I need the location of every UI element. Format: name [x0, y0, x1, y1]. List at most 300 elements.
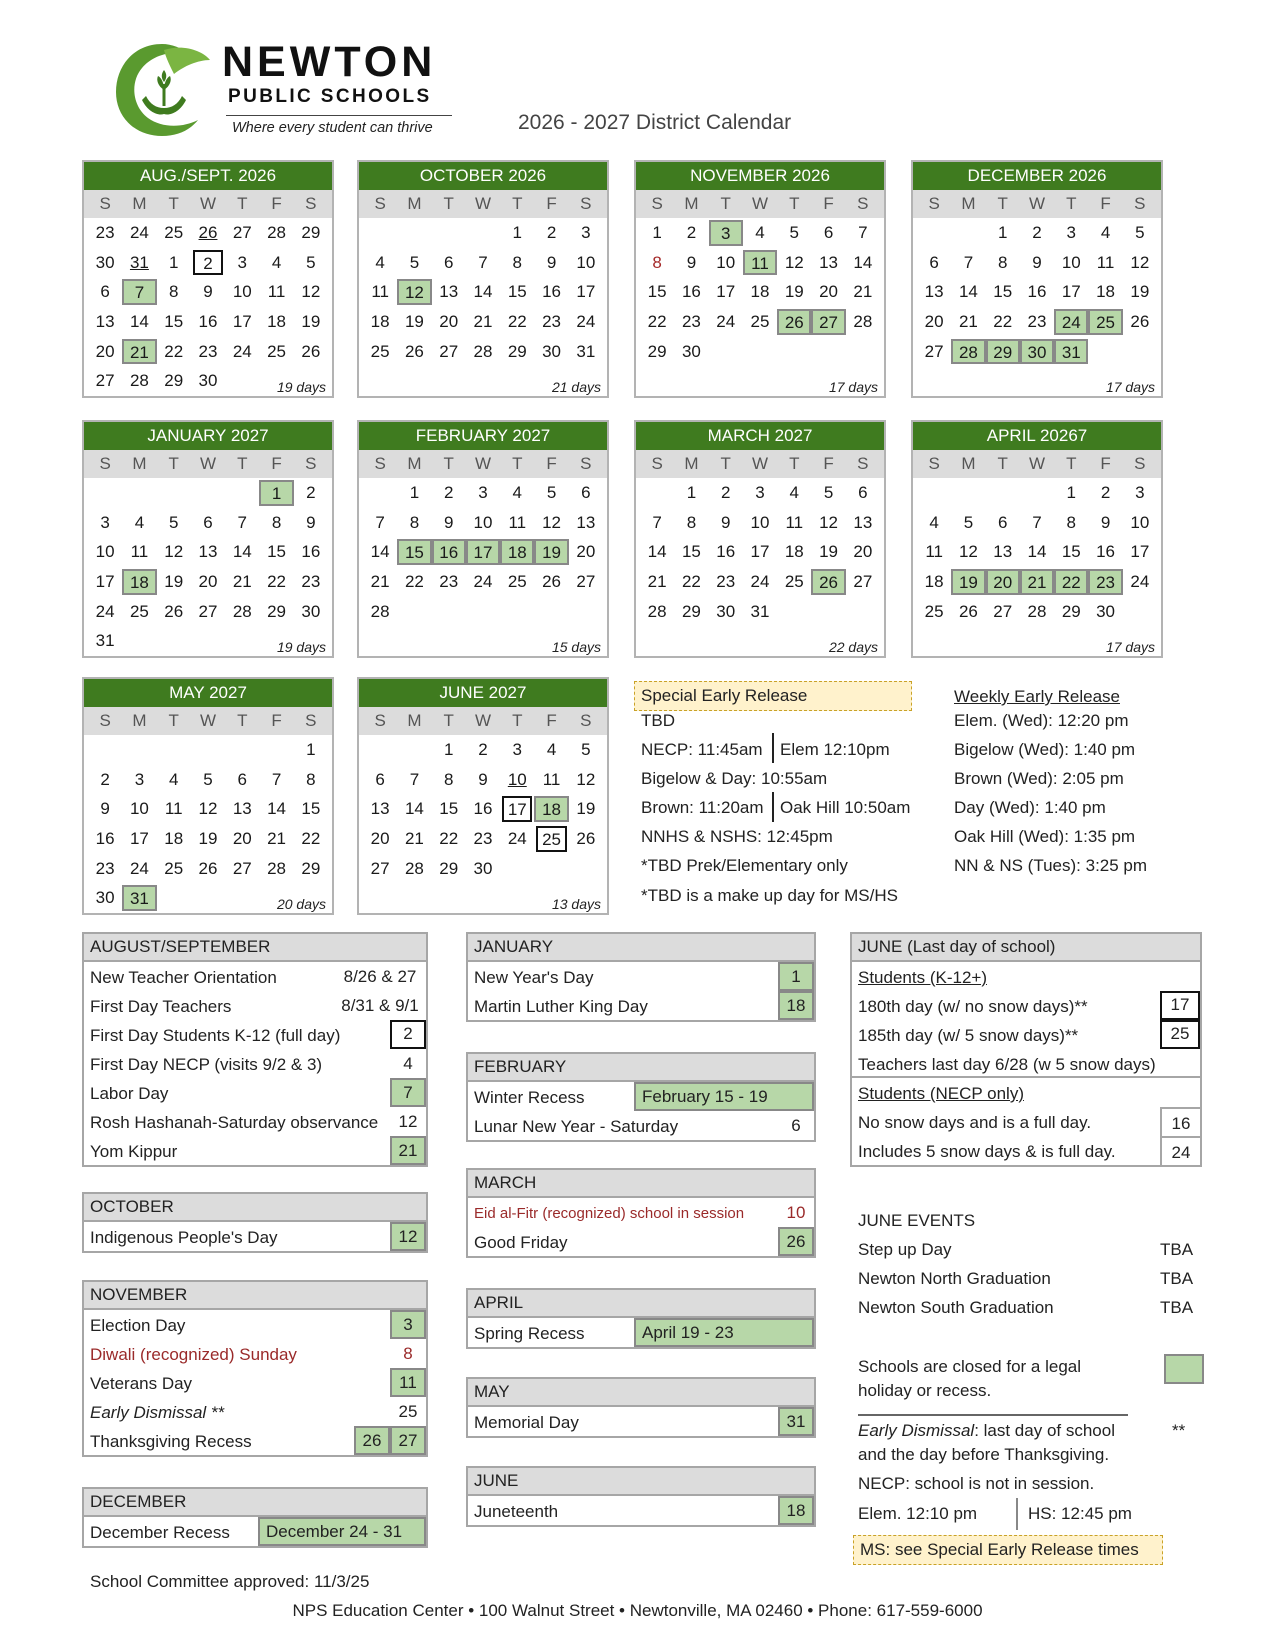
day-cell: 31 — [95, 631, 115, 651]
day-cell: 17 — [1130, 542, 1150, 562]
day-cell: 24 — [1054, 309, 1088, 335]
weekday-label: S — [580, 454, 592, 473]
day-cell: 20 — [439, 312, 459, 332]
day-cell: 4 — [271, 252, 282, 272]
month-calendar — [911, 160, 1163, 398]
day-cell: 31 — [750, 601, 770, 621]
empty-cell — [917, 218, 951, 248]
day-cell: 14 — [1027, 542, 1047, 562]
day-cell: 31 — [1054, 339, 1088, 365]
weekday-label: F — [271, 194, 282, 213]
empty-cell — [122, 478, 156, 508]
event-date: 2 — [390, 1020, 426, 1049]
day-cell: 19 — [819, 542, 839, 562]
weekday-header — [636, 190, 884, 218]
day-cell: 1 — [997, 223, 1008, 242]
day-cell: 1 — [409, 483, 420, 502]
newton-logo-icon — [112, 40, 212, 140]
day-cell: 2 — [1100, 483, 1111, 502]
table-title: JUNE (Last day of school) — [850, 932, 1202, 962]
weekday-label: T — [443, 194, 454, 213]
day-cell: 20 — [95, 341, 115, 361]
event-label: Lunar New Year - Saturday — [474, 1117, 679, 1136]
day-cell: 22 — [647, 312, 667, 332]
weekday-header — [359, 450, 607, 478]
day-cell: 16 — [542, 282, 562, 302]
day-grid — [84, 478, 332, 656]
day-cell: 19 — [164, 572, 184, 592]
day-cell: 21 — [232, 572, 252, 592]
weekday-label: S — [374, 194, 386, 213]
event-label: 180th day (w/ no snow days)** — [858, 997, 1088, 1016]
day-cell: 12 — [198, 799, 218, 819]
day-cell: 16 — [1027, 282, 1047, 302]
event-date: 17 — [1160, 991, 1200, 1020]
april-events-table — [466, 1288, 816, 1349]
school-days-count: 17 days — [1105, 639, 1155, 655]
june-event-label: Newton North Graduation — [858, 1269, 1051, 1288]
weekday-label: S — [374, 711, 386, 730]
event-row — [852, 1136, 1200, 1165]
weekday-label: T — [512, 454, 523, 473]
day-cell: 25 — [1088, 309, 1122, 335]
event-label: Includes 5 snow days & is full day. — [858, 1142, 1116, 1161]
weekday-label: T — [512, 194, 523, 213]
month-calendar — [911, 420, 1163, 658]
month-title: JUNE 2027 — [359, 679, 607, 707]
empty-cell — [397, 735, 431, 765]
event-date: December 24 - 31 — [258, 1517, 426, 1546]
day-cell: 1 — [1066, 483, 1077, 502]
table-title: JUNE — [466, 1466, 816, 1496]
june-event-label: Newton South Graduation — [858, 1298, 1054, 1317]
ser-line: Bigelow & Day: 10:55am — [641, 769, 828, 788]
weekday-label: M — [132, 454, 147, 473]
june-events-table — [466, 1466, 816, 1527]
day-cell: 1 — [443, 740, 454, 759]
day-cell: 18 — [164, 829, 184, 849]
day-cell: 27 — [811, 309, 845, 335]
weekday-label: S — [1134, 194, 1146, 213]
day-cell: 12 — [164, 542, 184, 562]
month-calendar — [82, 677, 334, 915]
day-cell: 11 — [925, 542, 943, 562]
weekday-label: S — [857, 454, 869, 473]
day-cell: 17 — [466, 539, 500, 565]
legend-necp-note: NECP: school is not in session. — [858, 1474, 1095, 1493]
weekday-label: T — [168, 711, 179, 730]
empty-cell — [225, 478, 259, 508]
legend-early-dismissal — [858, 1421, 1115, 1441]
day-cell: 28 — [232, 601, 252, 621]
day-cell: 13 — [439, 282, 459, 302]
day-cell: 23 — [542, 312, 562, 332]
event-row — [468, 1407, 814, 1436]
day-cell: 25 — [164, 223, 184, 242]
day-cell: 8 — [1066, 512, 1077, 532]
weekday-label: W — [199, 711, 217, 730]
day-cell: 27 — [232, 858, 252, 878]
empty-cell — [157, 735, 191, 765]
day-cell: 11 — [267, 282, 286, 302]
day-cell: 13 — [576, 512, 596, 532]
weekday-label: T — [512, 711, 523, 730]
event-date: 18 — [778, 1496, 814, 1525]
empty-cell — [191, 478, 225, 508]
day-cell: 31 — [122, 885, 156, 911]
may-events-table — [466, 1377, 816, 1438]
table-title: AUGUST/SEPTEMBER — [82, 932, 428, 962]
day-cell: 25 — [129, 601, 149, 621]
event-date: 18 — [778, 991, 814, 1020]
day-cell: 6 — [443, 252, 454, 272]
day-cell: 6 — [375, 769, 385, 789]
day-cell: 28 — [129, 371, 149, 391]
day-cell: 27 — [439, 341, 459, 361]
event-date: 1 — [778, 962, 814, 991]
day-cell: 20 — [370, 829, 390, 849]
day-cell: 22 — [164, 341, 184, 361]
weekday-header — [636, 450, 884, 478]
school-days-count: 17 days — [1105, 379, 1155, 395]
weekday-label: T — [1066, 454, 1077, 473]
event-label: Students (K-12+) — [858, 968, 987, 987]
event-date: 8 — [403, 1344, 413, 1363]
day-cell: 8 — [652, 252, 662, 272]
weekday-label: W — [751, 454, 769, 473]
empty-cell — [191, 735, 225, 765]
weekday-label: M — [407, 454, 422, 473]
day-cell: 16 — [681, 282, 701, 302]
table-title: OCTOBER — [82, 1192, 428, 1222]
weekday-label: S — [99, 454, 111, 473]
day-cell: 20 — [198, 572, 218, 592]
day-cell: 31 — [129, 252, 149, 272]
day-cell: 5 — [789, 223, 800, 242]
month-title: FEBRUARY 2027 — [359, 422, 607, 450]
event-label: Spring Recess — [474, 1324, 585, 1343]
day-cell: 15 — [301, 799, 321, 819]
day-cell: 17 — [750, 542, 770, 562]
month-calendar — [357, 160, 609, 398]
day-cell: 31 — [576, 341, 596, 361]
day-cell: 18 — [750, 282, 770, 302]
month-title: DECEMBER 2026 — [913, 162, 1161, 190]
day-cell: 23 — [95, 858, 115, 878]
event-row — [84, 1426, 426, 1455]
weekday-label: S — [305, 454, 317, 473]
empty-cell — [363, 478, 397, 508]
day-cell: 4 — [546, 740, 557, 759]
day-cell: 3 — [1066, 223, 1077, 242]
event-date: 31 — [778, 1407, 814, 1436]
ser-divider — [772, 733, 774, 763]
empty-cell — [432, 218, 466, 248]
weekday-label: F — [1100, 194, 1111, 213]
day-cell: 17 — [1061, 282, 1081, 302]
event-label: Diwali (recognized) Sunday — [90, 1345, 297, 1364]
event-label: Winter Recess — [474, 1088, 585, 1107]
day-cell: 15 — [164, 312, 184, 332]
day-cell: 21 — [473, 312, 493, 332]
day-cell: 23 — [198, 341, 218, 361]
day-cell: 19 — [301, 312, 321, 332]
day-cell: 7 — [375, 512, 385, 532]
org-name: NEWTON — [222, 38, 437, 86]
day-cell: 1 — [306, 740, 316, 759]
weekday-label: S — [928, 454, 940, 473]
day-cell: 5 — [823, 483, 834, 502]
event-label: Martin Luther King Day — [474, 997, 648, 1016]
day-cell: 7 — [478, 252, 488, 272]
day-cell: 17 — [502, 796, 532, 822]
day-cell: 13 — [95, 312, 115, 332]
event-label: Election Day — [90, 1316, 186, 1335]
day-cell: 14 — [404, 799, 424, 819]
legend-divider — [1016, 1498, 1018, 1530]
day-cell: 25 — [164, 858, 184, 878]
day-cell: 27 — [576, 572, 596, 592]
weekday-label: S — [651, 194, 663, 213]
day-cell: 7 — [1032, 512, 1042, 532]
october-events-table — [82, 1192, 428, 1253]
day-cell: 3 — [100, 512, 110, 532]
day-cell: 14 — [129, 312, 149, 332]
event-row — [468, 962, 814, 991]
day-cell: 24 — [95, 601, 115, 621]
wer-line: NN & NS (Tues): 3:25 pm — [954, 856, 1148, 875]
event-label: Early Dismissal ** — [90, 1403, 225, 1422]
event-label: Veterans Day — [90, 1374, 193, 1393]
legend-stars: ** — [1172, 1421, 1186, 1440]
day-cell: 30 — [542, 341, 562, 361]
weekday-label: S — [99, 194, 111, 213]
weekday-label: T — [168, 194, 179, 213]
day-cell: 28 — [370, 601, 390, 621]
event-label: New Year's Day — [474, 968, 594, 987]
december-events-table — [82, 1487, 428, 1548]
day-cell: 29 — [1061, 601, 1081, 621]
day-cell: 27 — [95, 371, 115, 391]
event-date: 26 — [778, 1227, 814, 1256]
weekday-label: W — [474, 454, 492, 473]
event-label: Teachers last day 6/28 (w 5 snow days) — [858, 1055, 1156, 1074]
day-cell: 21 — [122, 339, 156, 365]
day-cell: 20 — [924, 312, 944, 332]
day-cell: 13 — [370, 799, 390, 819]
event-date: 25 — [398, 1402, 418, 1421]
day-cell: 14 — [853, 252, 873, 272]
org-tagline: Where every student can thrive — [232, 120, 433, 136]
weekday-label: M — [132, 194, 147, 213]
weekday-label: M — [684, 194, 699, 213]
event-date: 27 — [390, 1426, 426, 1455]
day-cell: 27 — [853, 572, 873, 592]
day-cell: 26 — [164, 601, 184, 621]
ser-line: Brown: 11:20am — [641, 798, 764, 817]
event-label: First Day NECP (visits 9/2 & 3) — [90, 1055, 323, 1074]
weekday-label: W — [474, 711, 492, 730]
day-cell: 12 — [542, 512, 562, 532]
day-cell: 8 — [168, 282, 179, 302]
weekday-label: S — [305, 711, 317, 730]
day-cell: 23 — [301, 572, 321, 592]
day-cell: 9 — [720, 512, 731, 532]
ser-line: Oak Hill 10:50am — [780, 798, 911, 817]
month-calendar — [82, 420, 334, 658]
legend-holiday-swatch — [1164, 1354, 1204, 1384]
day-cell: 19 — [951, 569, 985, 595]
day-cell: 22 — [993, 312, 1013, 332]
event-row — [468, 1111, 814, 1140]
day-cell: 22 — [1054, 569, 1088, 595]
day-cell: 9 — [1100, 512, 1111, 532]
day-cell: 3 — [1135, 483, 1145, 502]
event-date: 25 — [1160, 1020, 1200, 1049]
event-date: 8/31 & 9/1 — [341, 996, 419, 1015]
day-cell: 29 — [439, 858, 459, 878]
weekday-label: F — [546, 454, 557, 473]
ser-line: Elem 12:10pm — [780, 740, 890, 759]
day-cell: 10 — [750, 512, 770, 532]
day-cell: 21 — [370, 572, 390, 592]
empty-cell — [363, 218, 397, 248]
day-cell: 29 — [301, 223, 321, 242]
event-date: 3 — [390, 1310, 426, 1339]
event-row — [84, 1078, 426, 1107]
day-cell: 5 — [546, 483, 557, 502]
weekday-label: W — [199, 194, 217, 213]
day-cell: 26 — [404, 341, 424, 361]
day-cell: 18 — [534, 796, 568, 822]
event-row — [84, 1397, 426, 1426]
wer-line: Day (Wed): 1:40 pm — [954, 798, 1106, 817]
day-cell: 17 — [576, 282, 596, 302]
weekday-label: T — [720, 454, 731, 473]
day-cell: 22 — [507, 312, 527, 332]
weekday-label: F — [823, 194, 834, 213]
empty-cell — [466, 218, 500, 248]
day-cell: 19 — [784, 282, 804, 302]
weekday-label: S — [580, 194, 592, 213]
day-cell: 12 — [784, 252, 804, 272]
weekly-early-release-title: Weekly Early Release — [954, 687, 1120, 706]
day-cell: 8 — [409, 512, 420, 532]
day-cell: 3 — [478, 483, 488, 502]
early-dismissal-term: Early Dismissal — [858, 1421, 975, 1440]
event-row — [852, 1107, 1200, 1136]
month-title: APRIL 20267 — [913, 422, 1161, 450]
day-cell: 11 — [1096, 252, 1115, 272]
day-cell: 30 — [95, 888, 115, 908]
day-cell: 22 — [267, 572, 287, 592]
month-calendar — [82, 160, 334, 398]
empty-cell — [122, 735, 156, 765]
day-cell: 7 — [237, 512, 248, 532]
empty-cell — [397, 218, 431, 248]
day-cell: 9 — [100, 799, 110, 819]
day-grid — [359, 218, 607, 366]
day-cell: 6 — [203, 512, 213, 532]
day-cell: 25 — [267, 341, 287, 361]
early-dismissal-text: : last day of school — [974, 1421, 1115, 1440]
day-cell: 4 — [1100, 223, 1111, 242]
day-cell: 3 — [512, 740, 523, 759]
weekday-label: M — [132, 711, 147, 730]
day-cell: 17 — [95, 572, 115, 592]
event-label: Good Friday — [474, 1233, 568, 1252]
event-date: February 15 - 19 — [634, 1082, 814, 1111]
empty-cell — [1020, 478, 1054, 508]
weekday-label: F — [546, 711, 557, 730]
day-cell: 30 — [198, 371, 218, 391]
day-cell: 30 — [681, 341, 701, 361]
event-row — [84, 1517, 426, 1546]
day-cell: 18 — [1096, 282, 1116, 302]
day-cell: 14 — [232, 542, 252, 562]
day-cell: 5 — [168, 512, 179, 532]
day-cell: 2 — [686, 223, 697, 242]
event-row — [852, 962, 1200, 991]
weekday-label: M — [407, 711, 422, 730]
day-cell: 9 — [306, 512, 316, 532]
day-cell: 27 — [924, 341, 944, 361]
day-cell: 18 — [267, 312, 287, 332]
event-row — [468, 1318, 814, 1347]
day-cell: 22 — [301, 829, 321, 849]
day-cell: 17 — [129, 829, 149, 849]
day-cell: 9 — [1032, 252, 1042, 272]
day-cell: 14 — [647, 542, 667, 562]
event-date: 7 — [390, 1078, 426, 1107]
ser-line: TBD — [641, 711, 675, 730]
day-cell: 9 — [203, 282, 213, 302]
day-cell: 13 — [993, 542, 1013, 562]
day-cell: 19 — [1130, 282, 1150, 302]
day-cell: 10 — [95, 542, 115, 562]
day-cell: 29 — [681, 601, 701, 621]
school-days-count: 17 days — [828, 379, 878, 395]
weekday-label: T — [237, 454, 248, 473]
day-cell: 4 — [168, 769, 179, 789]
day-cell: 28 — [267, 223, 287, 242]
day-cell: 11 — [371, 282, 389, 302]
day-cell: 29 — [267, 601, 287, 621]
day-cell: 5 — [581, 740, 591, 759]
day-cell: 12 — [1130, 252, 1150, 272]
day-cell: 12 — [301, 282, 321, 302]
day-cell: 23 — [681, 312, 701, 332]
school-days-count: 21 days — [551, 379, 601, 395]
weekday-header — [84, 190, 332, 218]
day-cell: 30 — [1020, 339, 1054, 365]
event-label: Students (NECP only) — [858, 1084, 1024, 1103]
day-cell: 19 — [404, 312, 424, 332]
day-cell: 1 — [259, 480, 293, 506]
day-cell: 9 — [443, 512, 454, 532]
ms-note-box: MS: see Special Early Release times — [853, 1535, 1163, 1565]
event-label: Eid al-Fitr (recognized) school in session — [474, 1205, 745, 1222]
event-label: Juneteenth — [474, 1502, 559, 1521]
day-cell: 25 — [784, 572, 804, 592]
wer-line: Bigelow (Wed): 1:40 pm — [954, 740, 1136, 759]
day-cell: 26 — [198, 223, 218, 242]
day-cell: 13 — [819, 252, 839, 272]
day-cell: 28 — [951, 339, 985, 365]
weekday-label: M — [961, 454, 976, 473]
day-cell: 24 — [129, 223, 149, 242]
weekday-label: W — [1028, 194, 1046, 213]
